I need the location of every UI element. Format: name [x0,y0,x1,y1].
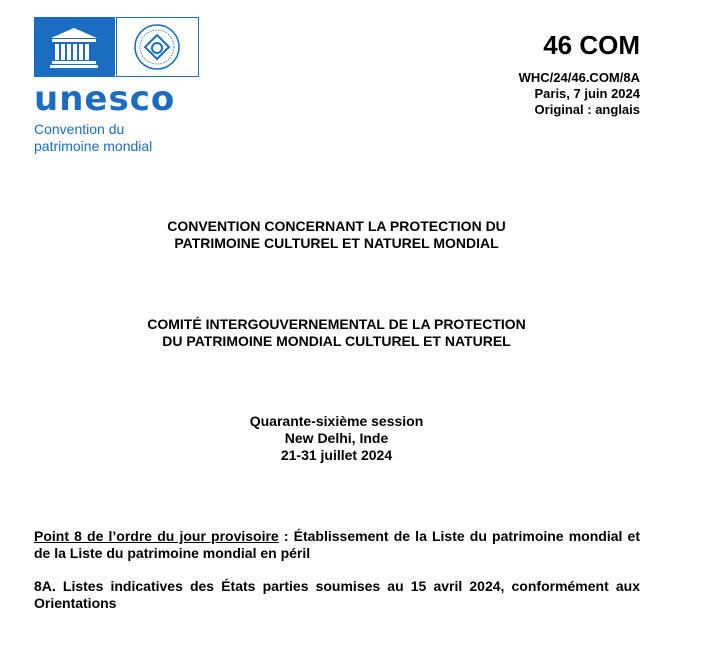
agenda-point-text: : Établissement de la Liste du patrimoine mondial et de la Liste du patrimoine mondial en péril [34,528,640,561]
session-name: Quarante-sixième session [249,413,424,429]
committee-title [0,316,673,350]
unesco-temple-icon [34,17,115,77]
document-reference [519,30,640,118]
world-heritage-emblem-icon [116,17,200,77]
session-dates: 21-31 juillet 2024 [280,447,393,463]
agenda-point [34,528,640,562]
convention-title-line-2: PATRIMOINE CULTUREL ET NATUREL MONDIAL [174,235,499,251]
original-language: Original : anglais [534,102,640,117]
session-location: New Delhi, Inde [284,430,389,446]
unesco-logo [34,17,204,155]
agenda-item: 8A. Listes indicatives des États parties soumises au 15 avril 2024, conformément aux Orientations [34,578,640,611]
convention-title [0,218,673,252]
convention-label [34,121,204,155]
place-date: Paris, 7 juin 2024 [534,86,640,101]
convention-title-line-1: CONVENTION CONCERNANT LA PROTECTION DU [167,218,506,234]
session-code: 46 COM [543,30,640,60]
convention-line-1: Convention du [34,121,125,137]
session-info [0,413,673,464]
committee-title-line-1: COMITÉ INTERGOUVERNEMENTAL DE LA PROTECTION [147,316,526,332]
document-number: WHC/24/46.COM/8A [518,70,640,85]
agenda-point-label: Point 8 de l’ordre du jour provisoire [34,528,279,544]
committee-title-line-2: DU PATRIMOINE MONDIAL CULTUREL ET NATUREL [162,333,511,349]
unesco-wordmark: unesco [34,79,176,119]
convention-line-2: patrimoine mondial [34,138,153,154]
logo-emblems [34,17,199,77]
